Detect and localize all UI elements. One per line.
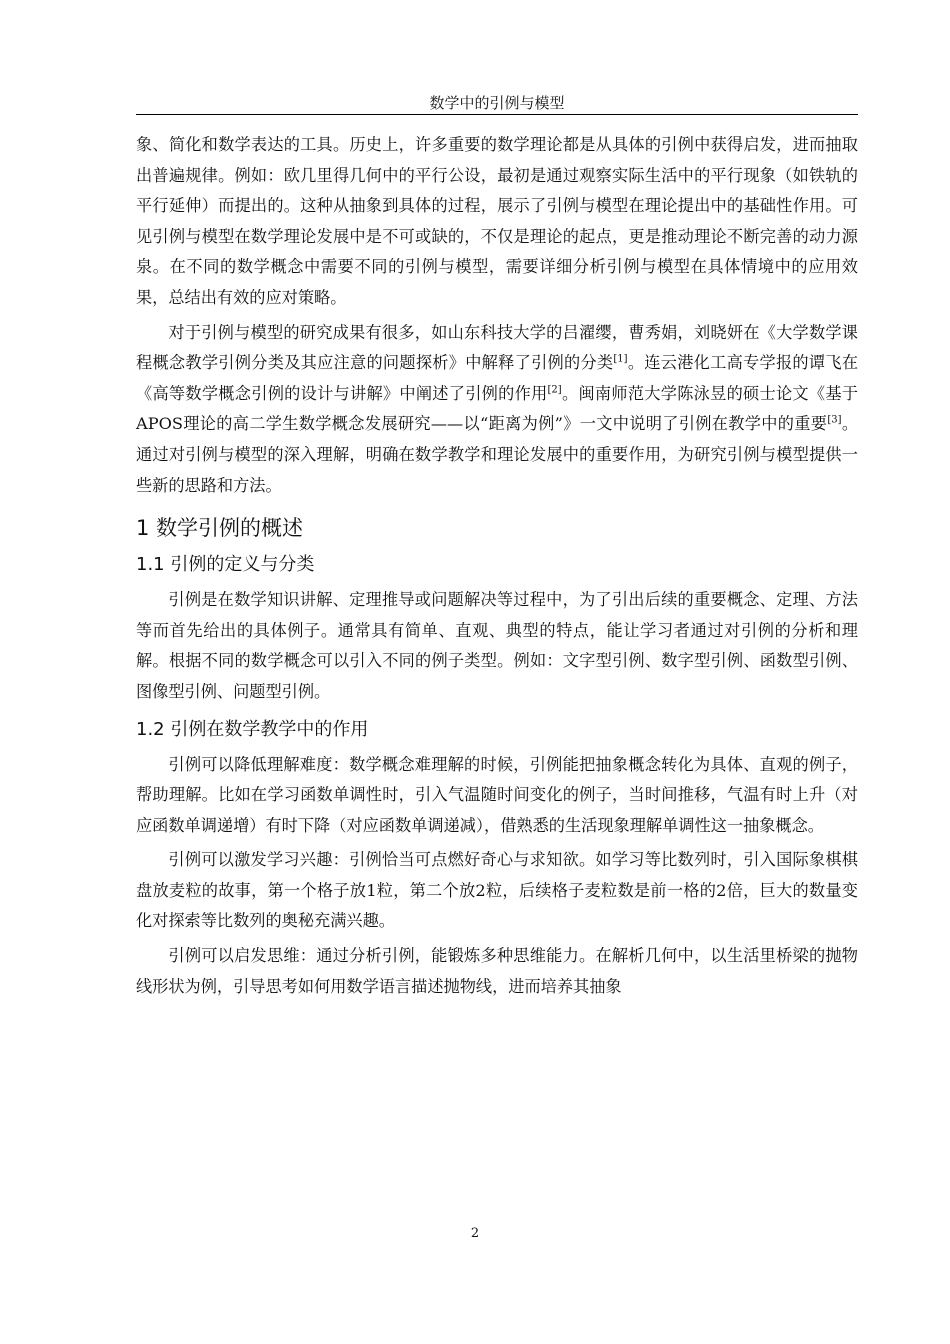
citation-ref: [1] <box>613 353 628 365</box>
paragraph-text: 。闽南师范大学陈泳昱的硕士论文《基于APOS理论的高二学生数学概念发展研究——以“距离为例”》一文中说明了引例在教学中的重要 <box>136 383 859 434</box>
paragraph-text: 。通过对引例与模型的深入理解，明确在数学教学和理论发展中的重要作用，为研究引例与模型提供一些新的思路和方法。 <box>136 414 859 495</box>
paragraph-role-interest: 引例可以激发学习兴趣：引例恰当可点燃好奇心与求知欲。如学习等比数列时，引入国际象棋棋盘放麦粒的故事，第一个格子放1粒，第二个放2粒，后续格子麦粒数是前一格的2倍，巨大的数量变化对探索等比数列的奥秘充满兴趣。 <box>136 850 858 931</box>
citation-ref: [3] <box>827 414 842 426</box>
paragraph-role-understanding: 引例可以降低理解难度：数学概念难理解的时候，引例能把抽象概念转化为具体、直观的例子，帮助理解。比如在学习函数单调性时，引入气温随时间变化的例子，当时间推移，气温有时上升（对应函数单调递增）有时下降（对应函数单调递减），借熟悉的生活现象理解单调性这一抽象概念。 <box>136 754 858 835</box>
paragraph-text: 。连云港化工高专学报的谭飞在《高等数学概念引例的设计与讲解》中阐述了引例的作用 <box>136 353 859 403</box>
paragraph-role-thinking: 引例可以启发思维：通过分析引例，能锻炼多种思维能力。在解析几何中，以生活里桥梁的抛物线形状为例，引导思考如何用数学语言描述抛物线，进而培养其抽象 <box>136 946 858 996</box>
page-number: 2 <box>470 1226 480 1241</box>
paragraph-text: 对于引例与模型的研究成果有很多，如山东科技大学的吕濯缨，曹秀娟，刘晓妍在《大学数学课程概念教学引例分类及其应注意的问题探析》中解释了引例的分类 <box>136 322 858 373</box>
page-header: 数学中的引例与模型 <box>136 92 858 115</box>
paragraph-definition: 引例是在数学知识讲解、定理推导或问题解决等过程中，为了引出后续的重要概念、定理、方法等而首先给出的具体例子。通常具有简单、直观、典型的特点，能让学习者通过对引例的分析和理解。根据不同的数学概念可以引入不同的例子类型。例如：文字型引例、数字型引例、函数型引例、图像型引例、问题型引例。 <box>136 590 858 701</box>
citation-ref: [2] <box>547 384 562 396</box>
paragraph-continuation: 象、简化和数学表达的工具。历史上，许多重要的数学理论都是从具体的引例中获得启发，进而抽取出普遍规律。例如：欧几里得几何中的平行公设，最初是通过观察实际生活中的平行现象（如铁轨的平行延伸）而提出的。这种从抽象到具体的过程，展示了引例与模型在理论提出中的基础性作用。可见引例与模型在数学理论发展中是不可或缺的，不仅是理论的起点，更是推动理论不断完善的动力源泉。在不同的数学概念中需要不同的引例与模型，需要详细分析引例与模型在具体情境中的应用效果，总结出有效的应对策略。 <box>136 135 858 307</box>
paragraph-literature-review <box>136 318 858 502</box>
section-heading-1-2: 1.2 引例在数学教学中的作用 <box>136 718 369 740</box>
document-body <box>136 130 858 1002</box>
section-heading-1-1: 1.1 引例的定义与分类 <box>136 554 315 576</box>
section-heading-1: 1 数学引例的概述 <box>136 516 304 541</box>
